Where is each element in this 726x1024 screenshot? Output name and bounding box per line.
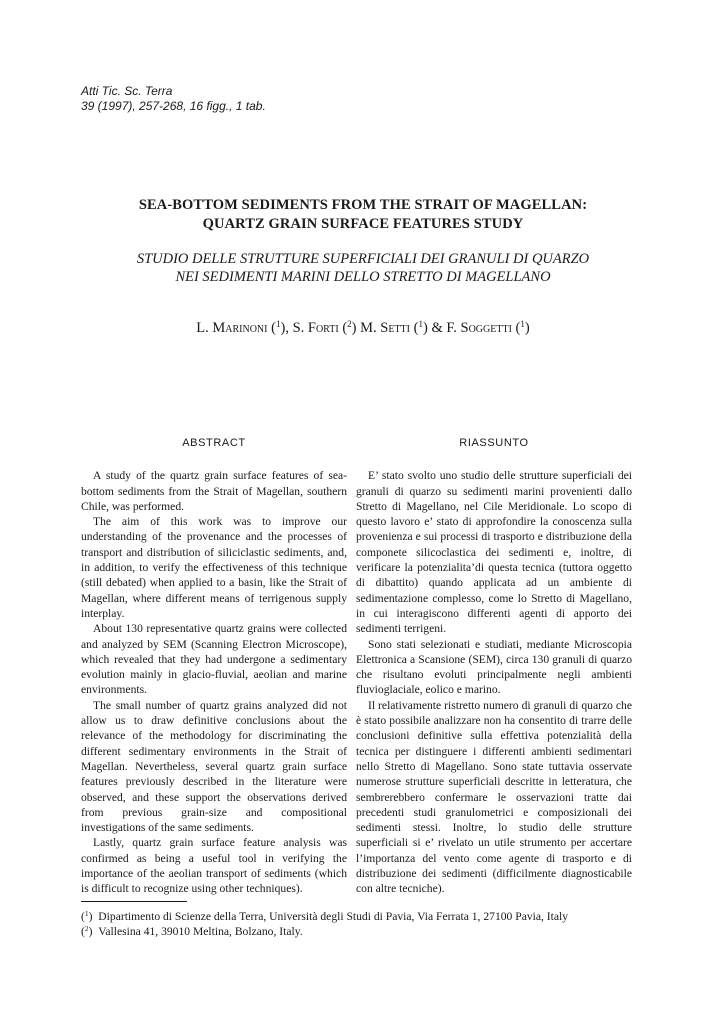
author-surname: Marinoni: [212, 320, 268, 336]
journal-header: [81, 84, 266, 114]
title-english-line-2: QUARTZ GRAIN SURFACE FEATURES STUDY: [202, 216, 524, 232]
footnote-divider: [81, 901, 187, 902]
author: L. Marinoni ($^1$),: [196, 319, 289, 336]
footnotes: [81, 909, 568, 939]
author: S. Forti ($^2$): [292, 319, 357, 336]
footnote: ($^2$) Vallesina 41, 39010 Meltina, Bolzano, Italy.: [81, 924, 303, 938]
affiliation-mark: 1: [275, 319, 281, 329]
title-italian-line-2: NEI SEDIMENTI MARINI DELLO STRETTO DI MAGELLANO: [175, 269, 551, 285]
riassunto-paragraph: Sono stati selezionati e studiati, mediante Microscopia Elettronica a Scansione (SEM), circa 130 granuli di quarzo che risultano evoluti principalmente negli ambienti fluvioglaciale, eolico e marino.: [356, 637, 632, 697]
author-surname: Setti: [380, 320, 411, 336]
abstract-paragraph: About 130 representative quartz grains were collected and analyzed by SEM (Scanning Electron Microscope), which revealed that they had undergone a sedimentary evolution mainly in glacio-fluvial, aeolian and marine environments.: [81, 622, 347, 697]
abstract-paragraph: The aim of this work was to improve our understanding of the provenance and the processes of transport and distribution of siliciclastic sediments, and, in addition, to verify the effectiveness of this technique (still debated) when applied to a basin, like the Strait of Magellan, where different means of terrigenous supply interplay.: [81, 515, 347, 620]
abstract-paragraph: The small number of quartz grains analyzed did not allow us to draw definitive conclusions about the relevance of the methodology for discriminating the different sedimentary environments in the Strait of Magellan. Nevertheless, several quartz grain surface features previously described in the literature were observed, and these support the observations derived from previous grain-size and compositional investigations of the same sediments.: [81, 698, 347, 835]
journal-citation: 39 (1997), 257-268, 16 figg., 1 tab.: [81, 99, 266, 113]
affiliation-mark: 2: [347, 319, 352, 329]
abstract-paragraph: A study of the quartz grain surface features of sea-bottom sediments from the Strait of Magellan, southern Chile, was performed.: [81, 469, 347, 513]
abstract-heading: ABSTRACT: [182, 437, 246, 449]
title-english-line-1: SEA-BOTTOM SEDIMENTS FROM THE STRAIT OF MAGELLAN:: [138, 197, 588, 213]
author: M. Setti ($^1$) &: [360, 319, 443, 336]
abstract-column: [81, 436, 347, 897]
title-english: [60, 196, 666, 234]
journal-name: Atti Tic. Sc. Terra: [81, 84, 173, 98]
title-italian-line-1: STUDIO DELLE STRUTTURE SUPERFICIALI DEI GRANULI DI QUARZO: [136, 251, 590, 267]
riassunto-heading: RIASSUNTO: [459, 437, 529, 449]
author-surname: Forti: [307, 320, 339, 336]
abstract-paragraph: Lastly, quartz grain surface feature analysis was confirmed as being a useful tool in verifying the importance of the aeolian transport of sediments (which is difficult to recognize using other techniques).: [81, 836, 347, 896]
affiliation-mark: 1: [520, 319, 525, 329]
author-list: [60, 320, 666, 337]
title-italian: [60, 250, 666, 286]
riassunto-column: [356, 436, 632, 897]
footnote: ($^1$) Dipartimento di Scienze della Terra, Università degli Studi di Pavia, Via Ferrata 1, 27100 Pavia, Italy: [81, 909, 569, 923]
author: F. Soggetti ($^1$): [446, 319, 530, 336]
riassunto-paragraph: E’ stato svolto uno studio delle strutture superficiali dei granuli di quarzo su sedimenti marini provenienti dallo Stretto di Magellano, nel Cile Meridionale. Lo scopo di questo lavoro e’ stato di approfondire la conoscenza sulla provenienza e sui processi di trasporto e distribuzione della componete silicoclastica dei sedimenti e, inoltre, di verificare la potenzialita’di questa tecnica (tuttora oggetto di dibattito) quando applicata ad un ambiente di sedimentazione complesso, come lo Stretto di Magellano, in cui interagiscono differenti agenti di apporto dei sedimenti terrigeni.: [356, 469, 632, 636]
author-surname: Soggetti: [460, 320, 512, 336]
riassunto-paragraph: Il relativamente ristretto numero di granuli di quarzo che è stato possibile analizzare non ha consentito di trarre delle conclusioni definitive sulla effettiva potenzialità della tecnica per distinguere i differenti ambienti sedimentari nello Stretto di Magellano. Sono state tuttavia osservate numerose strutture superficiali descritte in letteratura, che sembrerebbero confermare le osservazioni tratte dai precedenti studi granulometrici e composizionali dei sedimenti stessi. Inoltre, lo studio delle strutture superficiali si e’ rivelato un utile strumento per accertare l’importanza del vento come agente di trasporto e di distribuzione dei sedimenti (difficilmente diagnosticabile con altre tecniche).: [356, 698, 632, 896]
affiliation-mark: 1: [418, 319, 423, 329]
